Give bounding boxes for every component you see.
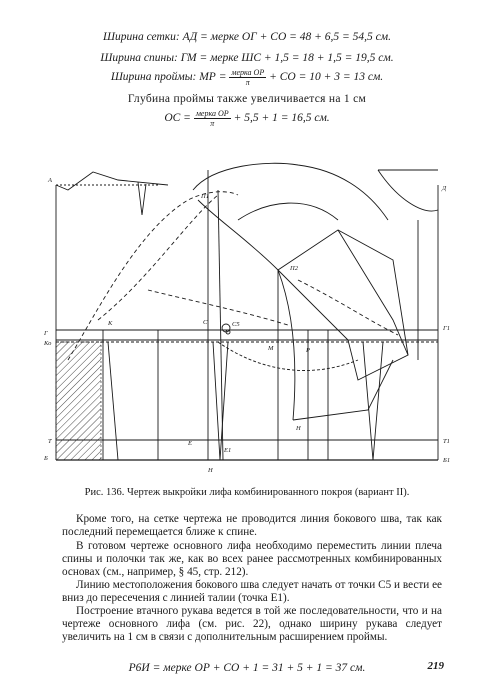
fraction-denominator: π <box>210 119 215 128</box>
paragraph-4: Построение втачного рукава ведется в той же последовательности, что и на чертеже основного лифа (см. рис. 22), однако ширину рукава следует увеличить на 1 см в связи с дополнительным расширением проймы. <box>62 605 442 643</box>
point-label-ko: Ко <box>44 340 52 347</box>
fraction-denominator: π <box>245 78 250 87</box>
formula-grid-width: Ширина сетки: АД = мерке ОГ + СО = 48 + 6,5 = 54,5 см. <box>103 31 391 43</box>
bodice-pattern-drawing <box>38 160 458 480</box>
point-label-g: Г <box>44 330 48 337</box>
point-label-h: Н <box>296 425 301 432</box>
paragraph-3: Линию местоположения бокового шва следует начать от точки С5 и вести ее вниз до пересечения с линией талии (точка Е1). <box>62 579 442 604</box>
formula-armhole-prefix: Ширина проймы: МР = <box>110 71 227 84</box>
formula-depth-fraction <box>194 109 231 128</box>
paragraph-1: Кроме того, на сетке чертежа не проводится линия бокового шва, так как последний перемещается ближе к спине. <box>62 513 442 538</box>
final-formula: P6И = мерке ОР + СО + 1 = 31 + 5 + 1 = 37 см. <box>128 662 366 674</box>
formula-depth-prefix: ОС = <box>164 112 191 125</box>
formula-armhole-width <box>0 68 494 87</box>
point-label-b: Б <box>44 455 48 462</box>
formula-back-width: Ширина спины: ГМ = мерке ШС + 1,5 = 18 + 1,5 = 19,5 см. <box>100 52 394 64</box>
point-label-p: Р <box>306 347 310 354</box>
point-label-e1: Е1 <box>224 447 232 454</box>
point-label-n: Н <box>208 467 213 474</box>
point-label-k: К <box>108 320 113 327</box>
point-label-b1: Б1 <box>443 457 451 464</box>
point-label-p2: П2 <box>290 265 298 272</box>
armhole-depth-note: Глубина проймы также увеличивается на 1 см <box>127 93 367 105</box>
figure-caption: Рис. 136. Чертеж выкройки лифа комбинированного покроя (вариант II). <box>84 487 410 498</box>
paragraph-2: В готовом чертеже основного лифа необходимо переместить линии плеча спины и полочки так же, как во всех ранее рассмотренных комбинированных основах (см., например, § 45, стр. 212). <box>62 540 442 578</box>
formula-armhole-depth <box>0 109 494 128</box>
fraction-numerator: мерка ОР <box>195 109 229 118</box>
point-label-t: Т <box>48 438 52 445</box>
point-label-c: С <box>203 319 208 326</box>
page-number: 219 <box>427 660 444 672</box>
point-label-a: А <box>48 177 52 184</box>
point-label-e: Е <box>188 440 192 447</box>
formula-armhole-fraction <box>229 68 266 87</box>
point-label-c5: С5 <box>232 321 240 328</box>
point-label-d: Д <box>442 185 447 192</box>
formula-armhole-suffix: + СО = 10 + 3 = 13 см. <box>269 71 384 84</box>
point-label-t1: Т1 <box>443 438 450 445</box>
point-label-m: М <box>268 345 274 352</box>
point-label-p1: П1 <box>201 193 209 200</box>
point-label-g1: Г1 <box>443 325 450 332</box>
fraction-numerator: мерка ОР <box>231 68 265 77</box>
formula-depth-suffix: + 5,5 + 1 = 16,5 см. <box>233 112 330 125</box>
